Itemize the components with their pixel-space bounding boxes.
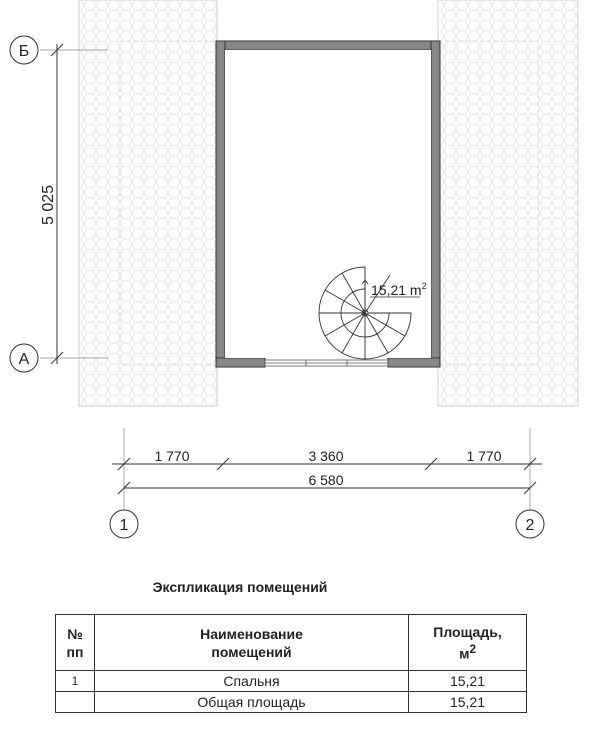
- dimension-segment-2: 3 360: [308, 448, 344, 464]
- axis-bubble-bottom: [10, 344, 38, 372]
- axis-bubble-top: [10, 36, 38, 64]
- row-name: Общая площадь: [95, 692, 409, 713]
- row-number: 1: [56, 671, 95, 692]
- header-name: Наименование помещений: [95, 615, 409, 671]
- table-row-total: [56, 692, 527, 713]
- row-area: 15,21: [409, 692, 527, 713]
- room-area-label: 15,21 $m^2$: [371, 281, 427, 298]
- dimension-total: 6 580: [308, 472, 344, 488]
- dimension-segment-3: 1 770: [466, 448, 502, 464]
- svg-text:2: 2: [525, 517, 535, 534]
- row-number: [56, 692, 95, 713]
- right-ground-area: [438, 0, 578, 406]
- svg-text:1: 1: [119, 517, 129, 534]
- axis-bubble-right: [516, 510, 544, 538]
- svg-text:А: А: [18, 351, 30, 368]
- axis-bubble-left: [110, 510, 138, 538]
- header-number: № пп: [56, 615, 95, 671]
- vertical-dimension-label: 5 025: [40, 184, 57, 226]
- row-name: Спальня: [95, 671, 409, 692]
- table-row: [56, 671, 527, 692]
- dimension-segment-1: 1 770: [154, 448, 190, 464]
- svg-text:Б: Б: [18, 43, 30, 60]
- row-area: 15,21: [409, 671, 527, 692]
- table-header-row: [56, 615, 527, 671]
- left-ground-area: [79, 0, 217, 406]
- header-area: Площадь, $м^2$: [409, 615, 527, 671]
- table-title: Экспликация помещений: [152, 579, 328, 595]
- window-opening: [265, 360, 388, 366]
- explication-table: [55, 614, 527, 713]
